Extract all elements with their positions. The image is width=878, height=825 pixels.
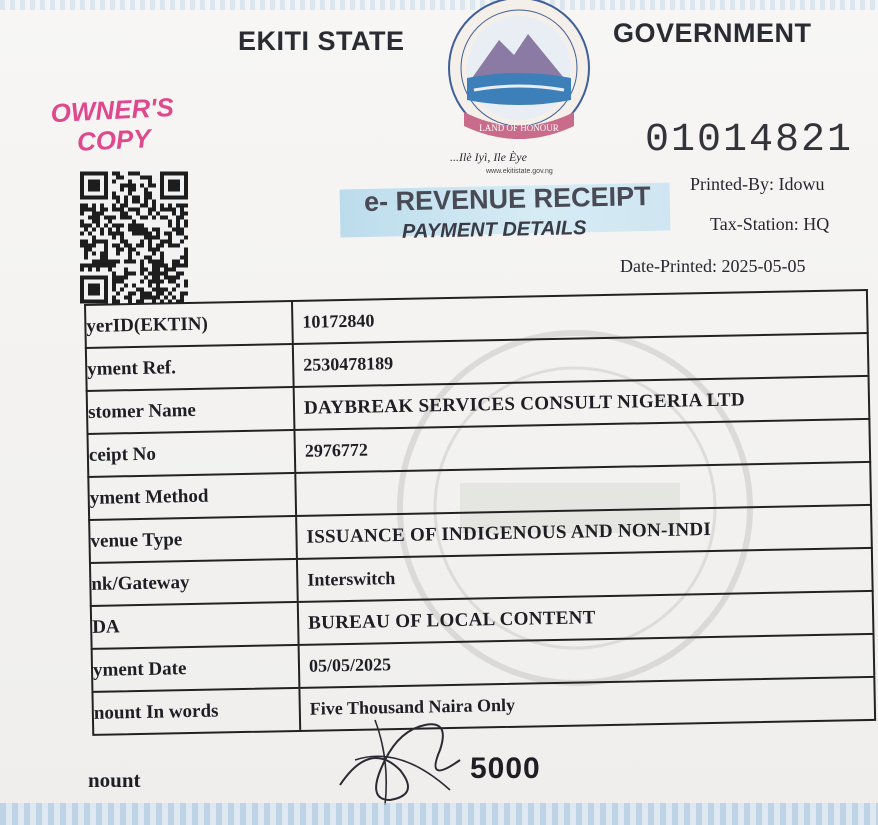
payment-date-label: yment Date xyxy=(93,646,301,691)
customer-name-value: DAYBREAK SERVICES CONSULT NIGERIA LTD xyxy=(303,389,746,419)
mda-label: DA xyxy=(92,603,300,648)
printed-by: Printed-By: Idowu xyxy=(690,174,825,194)
qr-code-icon xyxy=(80,170,188,305)
serial-number: 01014821 xyxy=(645,118,854,163)
svg-text:LAND OF HONOUR: LAND OF HONOUR xyxy=(479,123,559,133)
receipt-no-value: 2976772 xyxy=(304,439,369,461)
bank-gateway-label: nk/Gateway xyxy=(91,560,299,605)
payment-method-label: yment Method xyxy=(89,474,297,519)
date-printed: Date-Printed: 2025-05-05 xyxy=(620,256,806,276)
state-website: www.ekitistate.gov.ng xyxy=(486,168,553,175)
revenue-type-value: ISSUANCE OF INDIGENOUS AND NON-INDI xyxy=(306,519,712,548)
tax-station: Tax-Station: HQ xyxy=(710,214,830,234)
amount-label: nount xyxy=(88,768,141,792)
receipt-subtitle: PAYMENT DETAILS xyxy=(401,217,587,243)
amount-in-words-label: nount In words xyxy=(93,689,301,734)
state-name: EKITI STATE xyxy=(238,26,405,56)
payment-details-table xyxy=(84,289,876,736)
receipt-no-label: ceipt No xyxy=(89,431,297,476)
owners-copy-line1: OWNER'S xyxy=(49,91,175,129)
state-motto: ...Ilè Iyì, Ile Èye xyxy=(450,150,527,164)
state-crest-icon xyxy=(424,0,614,160)
payer-id-value: 10172840 xyxy=(302,310,375,332)
payment-date-value: 05/05/2025 xyxy=(308,654,392,676)
security-border-bottom xyxy=(0,803,878,825)
mda-value: BUREAU OF LOCAL CONTENT xyxy=(307,607,596,634)
bank-gateway-value: Interswitch xyxy=(307,568,396,590)
amount-in-words-value: Five Thousand Naira Only xyxy=(309,694,516,719)
amount-value: 5000 xyxy=(470,752,541,785)
payer-id-label: yerID(EKTIN) xyxy=(86,302,294,347)
customer-name-label: stomer Name xyxy=(88,388,296,433)
government-label: GOVERNMENT xyxy=(613,18,812,48)
revenue-type-label: venue Type xyxy=(90,517,298,562)
receipt-title: e- REVENUE RECEIPT xyxy=(363,181,651,217)
payment-ref-label: yment Ref. xyxy=(87,345,295,390)
payment-ref-value: 2530478189 xyxy=(303,353,394,375)
owners-copy-line2: COPY xyxy=(76,123,152,157)
owners-copy-label xyxy=(37,91,190,159)
